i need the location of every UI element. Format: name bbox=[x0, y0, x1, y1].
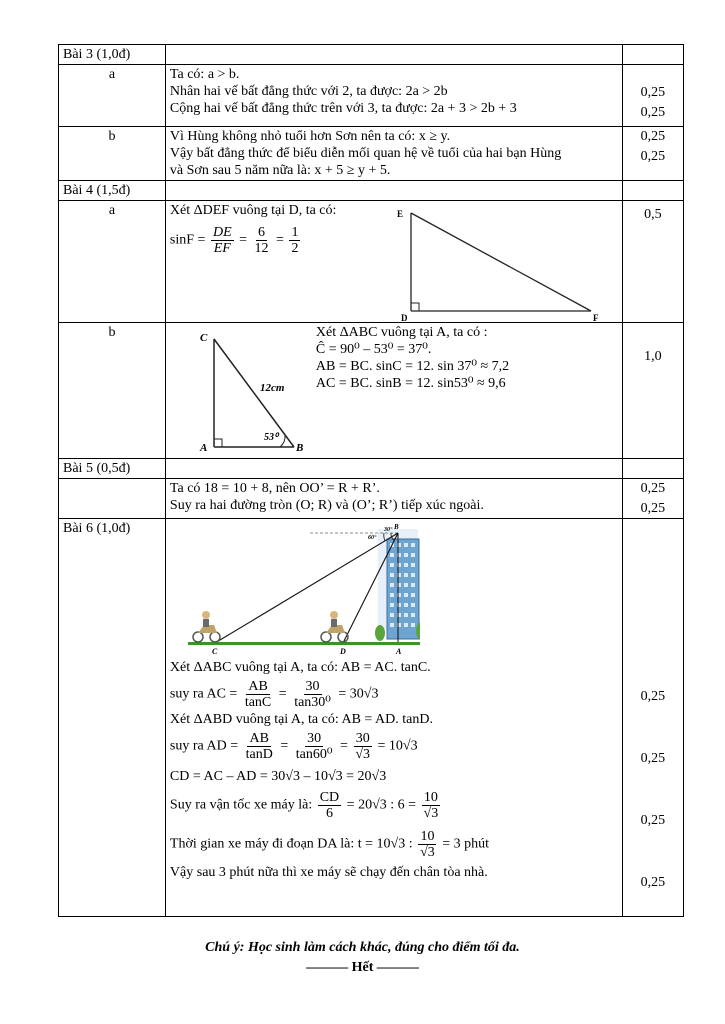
fraction: $\frac{1}{2}$ bbox=[291, 225, 299, 256]
score: 0,25 bbox=[640, 105, 666, 120]
angle-60: 60° bbox=[367, 535, 377, 541]
score: 0,25 bbox=[640, 689, 666, 704]
solution-line: Suy ra hai đường tròn (O; R) và (O’; R’) tiếp xúc ngoài. bbox=[169, 498, 484, 513]
point-d: D bbox=[339, 647, 346, 656]
solution-cell bbox=[165, 65, 622, 127]
fraction: $\frac{6}{12}$ bbox=[254, 225, 269, 256]
solution-line: Vì Hùng không nhỏ tuổi hơn Sơn nên ta có: x ≥ y. bbox=[169, 129, 451, 144]
solution-line: Cộng hai vế bất đẳng thức trên với 3, ta được: 2a + 3 > 2b + 3 bbox=[169, 101, 517, 116]
solution-line: Ta có: a > b. bbox=[169, 67, 240, 82]
solution-cell bbox=[165, 323, 622, 459]
solution-line: Ĉ = 90⁰ – 53⁰ = 37⁰. bbox=[315, 342, 432, 357]
score-cell bbox=[622, 65, 683, 127]
score: 0,5 bbox=[644, 207, 662, 222]
point-a: A bbox=[395, 647, 402, 656]
score-cell bbox=[622, 127, 683, 181]
score: 0,25 bbox=[640, 813, 666, 828]
vertex-a: A bbox=[199, 442, 208, 454]
solution-line: AC = BC. sinB = 12. sin53⁰ ≈ 9,6 bbox=[315, 376, 506, 391]
section-title: Bài 5 (0,5đ) bbox=[59, 459, 166, 479]
score: 0,25 bbox=[640, 751, 666, 766]
answer-table bbox=[58, 44, 684, 917]
score: 1,0 bbox=[644, 349, 662, 364]
hypotenuse-length: 12cm bbox=[259, 382, 285, 394]
part-label: a bbox=[59, 65, 166, 127]
solution-line: CD = AC – AD = 30√3 – 10√3 = 20√3 bbox=[169, 769, 387, 784]
score-cell bbox=[622, 479, 683, 519]
section-title: Bài 4 (1,5đ) bbox=[59, 181, 166, 201]
solution-line: Xét ΔDEF vuông tại D, ta có: bbox=[169, 203, 337, 218]
fraction: $\frac{10}{√3}$ bbox=[420, 829, 435, 860]
solution-cell bbox=[165, 479, 622, 519]
motorbike-icon bbox=[193, 611, 220, 642]
fraction: $\frac{30}{\text{tan30⁰}}$ bbox=[294, 679, 331, 710]
score: 0,25 bbox=[640, 85, 666, 100]
score: 0,25 bbox=[640, 875, 666, 890]
fraction: $\frac{AB}{\tan D}$ bbox=[245, 731, 273, 762]
fraction: $\frac{30}{√3}$ bbox=[355, 731, 371, 762]
solution-line: AB = BC. sinC = 12. sin 37⁰ ≈ 7,2 bbox=[315, 359, 510, 374]
vertex-f: F bbox=[592, 313, 599, 321]
building-motorbike-figure bbox=[170, 519, 420, 657]
score: 0,25 bbox=[640, 129, 666, 144]
solution-line: Nhân hai vế bất đẳng thức với 2, ta được: 2a > 2b bbox=[169, 84, 448, 99]
fraction: $\frac{AB}{\tan C}$ bbox=[244, 679, 272, 710]
vertex-b: B bbox=[295, 442, 304, 454]
solution-line: Xét ΔABD vuông tại A, ta có: AB = AD. tanD. bbox=[169, 712, 433, 727]
score-cell bbox=[622, 323, 683, 459]
fraction: $\frac{30}{\text{tan60⁰}}$ bbox=[295, 731, 333, 762]
triangle-def-figure bbox=[391, 203, 606, 321]
motorbike-icon bbox=[321, 611, 348, 642]
solution-line: Xét ΔABC vuông tại A, ta có : bbox=[315, 325, 488, 340]
solution-line: Vậy sau 3 phút nữa thì xe máy sẽ chạy đến chân tòa nhà. bbox=[169, 865, 488, 880]
score: 0,25 bbox=[640, 501, 666, 516]
score-cell bbox=[622, 519, 683, 917]
solution-cell: Xét ΔDEF vuông tại D, ta có: sinF = $\frac{DE}{EF}$ = $\frac{6}{12}$ = $\frac{1}{2}$ E D F bbox=[165, 201, 622, 323]
part-label: b bbox=[59, 323, 166, 459]
solution-cell bbox=[165, 127, 622, 181]
triangle-abc-figure bbox=[184, 327, 304, 455]
point-b: B bbox=[393, 523, 399, 531]
solution-line: Ta có 18 = 10 + 8, nên OO’ = R + R’. bbox=[169, 481, 380, 496]
fraction: $\frac{10}{√3}$ bbox=[423, 790, 439, 821]
solution-line: và Sơn sau 5 năm nữa là: x + 5 ≥ y + 5. bbox=[169, 163, 391, 178]
vertex-e: E bbox=[396, 209, 403, 219]
footer-end: ——— Hết ——— bbox=[306, 960, 419, 975]
footer-note: Chú ý: Học sinh làm cách khác, đúng cho điểm tối đa. bbox=[205, 940, 520, 955]
part-label: b bbox=[59, 127, 166, 181]
solution-cell: 60° 30° B C D A Xét ΔABC vuông tại A, ta có: AB = AC. tanC. suy ra AC = $\frac{AB}{\tan C}$ = $\frac{30}{\text{tan30⁰}}$ = 30√3 Xét ΔABD vuông tại A, ta có: AB = AD. tanD. suy ra AD = $\frac{AB}{\tan D}$ = $\frac{30}{\text{tan60⁰}}$ = $\frac{30}{√3}$ = 10√3 CD = AC – AD = 30√3 – 10√3 = 20√3 Suy ra vận tốc xe máy là: $\frac{CD}{6}$ = 20√3 : 6 = $\frac{10}{√3}$ Thời gian xe máy đi đoạn DA là: t = 10√3 : $\frac{10}{√3}$ = 3 phút Vậy sau 3 phút nữa thì xe máy sẽ chạy đến chân tòa nhà. bbox=[165, 519, 622, 917]
sin-label: sinF = bbox=[169, 232, 206, 248]
vertex-c: C bbox=[199, 332, 208, 344]
point-c: C bbox=[211, 647, 218, 656]
fraction: $\frac{CD}{6}$ bbox=[319, 790, 340, 821]
solution-line: Xét ΔABC vuông tại A, ta có: AB = AC. tanC. bbox=[169, 660, 431, 675]
fraction: $\frac{DE}{EF}$ bbox=[212, 225, 232, 256]
score: 0,25 bbox=[640, 149, 666, 164]
solution-line: Vậy bất đẳng thức để biểu diễn mối quan hệ về tuổi của hai bạn Hùng bbox=[169, 146, 562, 161]
section-title: Bài 6 (1,0đ) bbox=[59, 519, 166, 917]
vertex-d: D bbox=[400, 313, 408, 321]
section-title: Bài 3 (1,0đ) bbox=[59, 45, 166, 65]
angle-30: 30° bbox=[383, 527, 393, 533]
score-cell bbox=[622, 201, 683, 323]
part-label: a bbox=[59, 201, 166, 323]
score: 0,25 bbox=[640, 481, 666, 496]
angle-b: 53⁰ bbox=[263, 432, 278, 443]
